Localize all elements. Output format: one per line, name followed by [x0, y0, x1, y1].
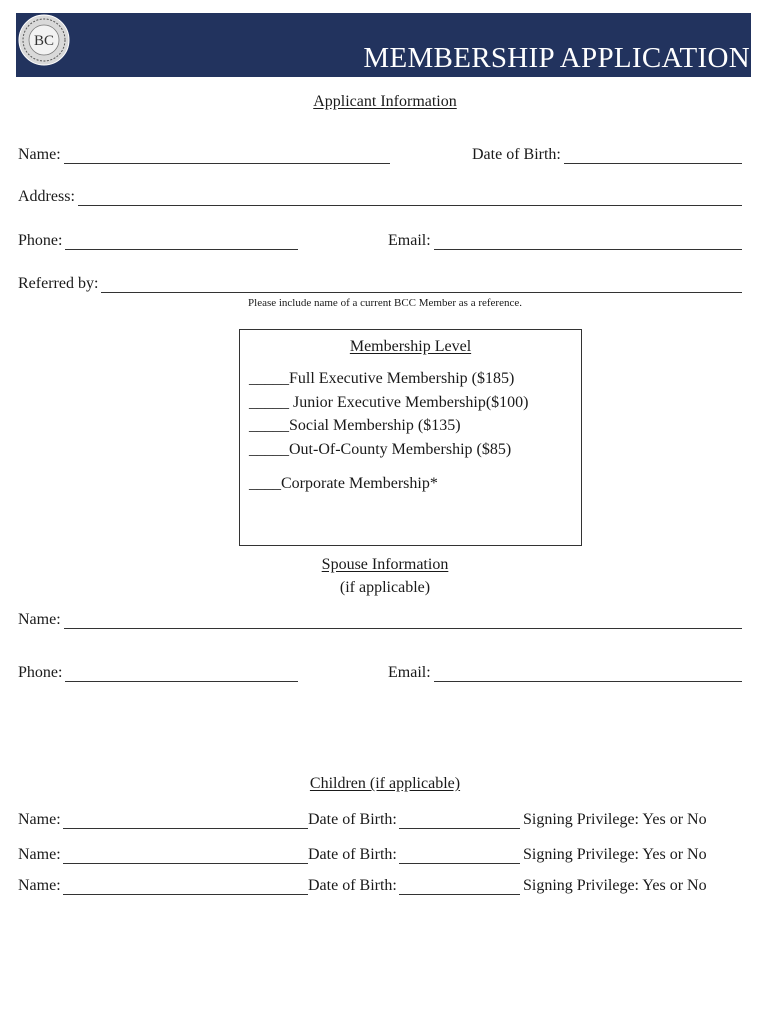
- child-name-field[interactable]: [18, 875, 308, 895]
- spouse-name-line[interactable]: [64, 611, 742, 629]
- applicant-email-line[interactable]: [434, 232, 742, 250]
- page-title: MEMBERSHIP APPLICATION: [363, 42, 750, 74]
- applicant-phone-field[interactable]: [18, 230, 298, 250]
- applicant-dob-label: Date of Birth:: [472, 146, 561, 163]
- applicant-address-field[interactable]: [18, 186, 742, 206]
- children-heading: Children (if applicable): [309, 775, 461, 792]
- referred-by-label: Referred by:: [18, 275, 99, 292]
- applicant-heading: Applicant Information: [313, 93, 457, 110]
- child-name-line[interactable]: [63, 811, 308, 829]
- club-logo-icon: [18, 14, 70, 66]
- child-signing-privilege[interactable]: Signing Privilege: Yes or No: [523, 811, 707, 828]
- referred-by-field[interactable]: [18, 273, 742, 293]
- option-out-of-county[interactable]: _____Out-Of-County Membership ($85): [249, 441, 512, 458]
- membership-level-heading: Membership Level: [349, 338, 472, 355]
- child-dob-line[interactable]: [399, 846, 520, 864]
- spouse-phone-field[interactable]: [18, 662, 298, 682]
- child-name-line[interactable]: [63, 877, 308, 895]
- child-row: [18, 809, 738, 829]
- applicant-email-field[interactable]: [388, 230, 742, 250]
- child-name-label: Name:: [18, 846, 61, 863]
- membership-level-box: [239, 329, 582, 546]
- child-dob-field[interactable]: [308, 875, 520, 895]
- applicant-dob-field[interactable]: [472, 144, 742, 164]
- applicant-name-field[interactable]: [18, 144, 390, 164]
- applicant-name-line[interactable]: [64, 146, 390, 164]
- child-dob-line[interactable]: [399, 877, 520, 895]
- logo-text: BC: [33, 33, 55, 49]
- child-name-field[interactable]: [18, 809, 308, 829]
- child-dob-field[interactable]: [308, 844, 520, 864]
- child-row: [18, 875, 738, 895]
- spouse-phone-label: Phone:: [18, 664, 63, 681]
- applicant-address-line[interactable]: [78, 188, 742, 206]
- child-row: [18, 844, 738, 864]
- child-name-line[interactable]: [63, 846, 308, 864]
- child-signing-privilege[interactable]: Signing Privilege: Yes or No: [523, 877, 707, 894]
- child-dob-field[interactable]: [308, 809, 520, 829]
- spouse-email-field[interactable]: [388, 662, 742, 682]
- option-social[interactable]: _____Social Membership ($135): [249, 417, 461, 434]
- child-dob-label: Date of Birth:: [308, 877, 397, 894]
- spouse-subheading: (if applicable): [339, 579, 431, 596]
- spouse-email-label: Email:: [388, 664, 431, 681]
- applicant-email-label: Email:: [388, 232, 431, 249]
- applicant-address-label: Address:: [18, 188, 75, 205]
- spouse-name-label: Name:: [18, 611, 61, 628]
- option-full-executive[interactable]: _____Full Executive Membership ($185): [249, 370, 515, 387]
- applicant-dob-line[interactable]: [564, 146, 742, 164]
- child-dob-label: Date of Birth:: [308, 846, 397, 863]
- spouse-name-field[interactable]: [18, 609, 742, 629]
- applicant-phone-label: Phone:: [18, 232, 63, 249]
- referred-note: Please include name of a current BCC Member as a reference.: [248, 297, 522, 309]
- spouse-heading: Spouse Information: [321, 556, 449, 573]
- option-junior-executive[interactable]: _____ Junior Executive Membership($100): [249, 394, 529, 411]
- option-corporate[interactable]: ____Corporate Membership*: [249, 475, 438, 492]
- spouse-email-line[interactable]: [434, 664, 742, 682]
- spouse-phone-line[interactable]: [65, 664, 298, 682]
- child-dob-line[interactable]: [399, 811, 520, 829]
- child-name-field[interactable]: [18, 844, 308, 864]
- applicant-name-label: Name:: [18, 146, 61, 163]
- child-signing-privilege[interactable]: Signing Privilege: Yes or No: [523, 846, 707, 863]
- child-dob-label: Date of Birth:: [308, 811, 397, 828]
- child-name-label: Name:: [18, 811, 61, 828]
- referred-by-line[interactable]: [101, 275, 742, 293]
- applicant-phone-line[interactable]: [65, 232, 298, 250]
- child-name-label: Name:: [18, 877, 61, 894]
